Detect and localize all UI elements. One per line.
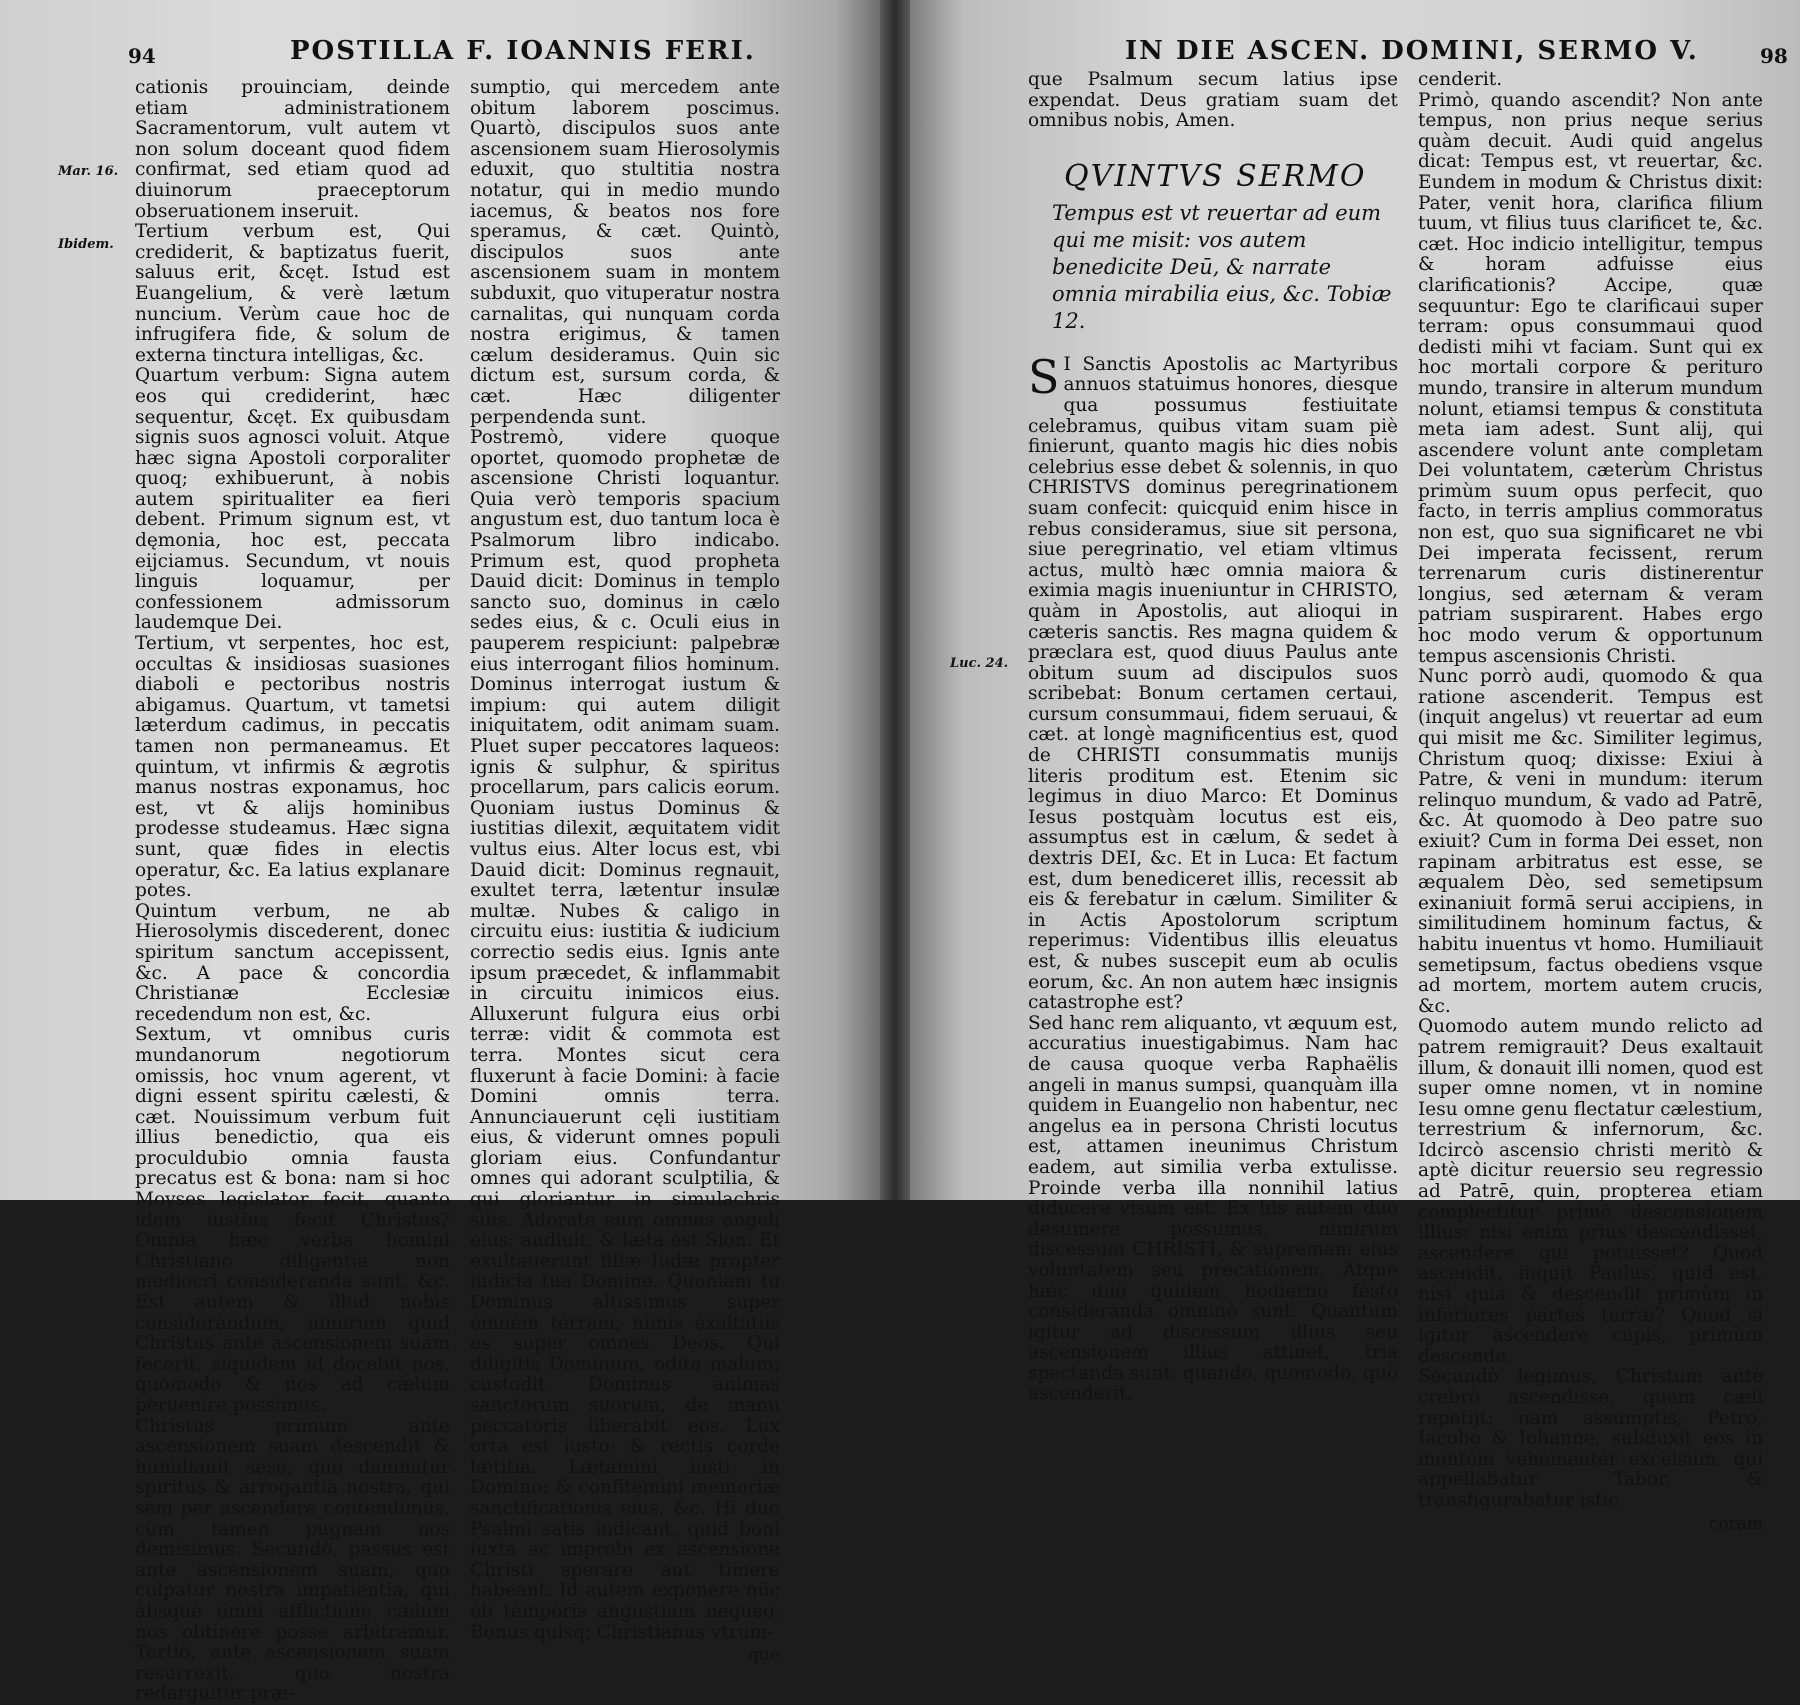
paragraph: Tertium, vt serpentes, hoc est, occultas & insidiosas suasiones diaboli e pectoribus nostris abigamus. Quartum, vt tametsi læterdum cadimus, in peccatis tamen non permaneamus. Et quintum, vt infirmis & ægrotis manus nostras exponamus, hoc est, vt & alijs hominibus prodesse studeamus. Hæc signa sunt, quæ fides in electis operatur, &c. Ea latius explanare potes. — [135, 633, 450, 902]
left-page — [0, 0, 880, 1705]
paragraph: Christus primum ante ascensionem suam descendit & humiliauit sese, quo damnatur spiritus & arrogantia nostra, qui sem per ascendere contendimus, cùm tamen pugnam nos demisimus. Secundò, passus est ante ascensionem suam, quo culpatur nostra impatientia, qui absque omni afflictione cælum nos obtinere posse arbitramur. Tertiò, ante ascensionem suam resurrexit, quo nostra redarguitur præ- — [135, 1415, 450, 1705]
paragraph: cationis prouinciam, deinde etiam administrationem Sacramentorum, vult autem vt non solum doceant quod fidem confirmat, sed etiam quod ad diuinorum praeceptorum obseruationem inseruit. — [135, 77, 450, 222]
paragraph: Nunc porrò audi, quomodo & qua ratione ascenderit. Tempus est (inquit angelus) vt reuertar ad eum qui misit me &c. Similiter legimus, Christum quoq; dixisse: Exiui à Patre, & veni in mundum: iterum relinquo mundum, & vado ad Patrē, &c. At quomodo à Deo patre suo exiuit? Cum in forma Dei esset, non rapinam arbitratus est esse, se æqualem Dèo, sed semetipsum exinaniuit formā serui accipiens, in similitudinem hominum factus, & habitu inuentus vt homo. Humiliauit semetipsum, factus obediens vsque ad mortem, mortem autem crucis, &c. — [1418, 666, 1763, 1017]
right-column-a — [1028, 70, 1398, 1405]
right-marginal-note-1: Luc. 24. — [950, 656, 1009, 671]
paragraph: cenderit. — [1418, 69, 1503, 90]
paragraph: Sed hanc rem aliquanto, vt æquum est, accuratius inuestigabimus. Nam hac de causa quoque verba Raphaëlis angeli in manus sumpsi, quanquàm illa quidem in Euangelio non habentur, nec angelus ea in persona Christi locutus est, attamen ineunimus Christum eadem, aut similia verba extulisse. Proinde verba illa nonnihil latius diducere visum est. Ex his autem duo desumere possumus, nimirum discessum CHRISTI, & supremam eius voluntatem seu precationem. Atque hæc duo quidem hodierno festo consideranda omninò sunt. Quantum igitur ad discessum illius seu ascensionem illius attinet, tria spectanda sunt, quando, quomodo, quò ascenderit. — [1028, 1012, 1398, 1405]
right-running-head: IN DIE ASCEN. DOMINI, SERMO V. — [1125, 36, 1699, 66]
paragraph-text: I Sanctis Apostolis ac Martyribus annuos statuimus honores, diesque qua possumus festiuitate celebramus, quibus vitam suam piè finierunt, quanto magis hic dies nobis celebrius esse debet & solennis, in quo CHRISTVS dominus peregrinationem suam confecit: quicquid enim hisce in rebus consideramus, siue sit persona, siue peregrinatio, vel etiam vltimus actus, multò hæc omnia maiora & eximia magis inueniuntur in CHRISTO, quàm in Apostolis, aut alioqui in cæteris sanctis. Res magna quidem & præclara est, quod diuus Paulus ante obitum suum ad discipulos suos scribebat: Bonum certamen certaui, cursum consummaui, fidem seruaui, & cæt. at longè magnificentius est, quod de CHRISTI consummatis munijs literis proditum est. Etenim sic legimus in diuo Marco: Et Dominus Iesus postquàm locutus est eis, assumptus est in cælum, & sedet à dextris DEI, &c. Et in Luca: Et factum est, dum benediceret illis, recessit ab eis & ferebatur in cælum. Similiter & in Actis Apostolorum scriptum reperimus: Videntibus illis eleuatus est, & nubes suscepit eum ab oculis eorum, &c. An non autem hæc insignis catastrophe est? — [1028, 353, 1398, 1014]
left-marginal-note-2: Ibidem. — [58, 237, 114, 252]
paragraph: Sextum, vt omnibus curis mundanorum negotiorum omissis, hoc vnum agerent, vt digni essent spiritu cælesti, & cæt. Nouissimum verbum fuit illius benedictio, qua eis proculdubio omnia fausta precatus est & bona: nam si hoc Moyses legislator fecit, quanto idem iustius fecit Christus? Omnia hæc verba homini Christiano diligentia non mediocri consideranda sunt, &c. Est autem & illud nobis considerandum, nimirum quid Christus ante ascensionem suam fecerit, siquidem id docebit nos, quomodo & nos ad cælum peruenire possimus. — [135, 1024, 450, 1416]
paragraph: Quartum verbum: Signa autem eos qui crediderint, hæc sequentur, &cęt. Ex quibusdam signis suos agnosci voluit. Atque hæc signa Apostoli corporaliter quoq; exhibuerunt, à nobis autem spiritualiter ea fieri debent. Primum signum est, vt dęmonia, hoc est, peccata eijciamus. Secundum, vt nouis linguis loquamur, per confessionem admissorum laudemque Dei. — [135, 365, 450, 634]
paragraph — [1028, 349, 1398, 1014]
right-page-number: 98 — [1760, 44, 1788, 68]
sermo-subtitle: Tempus est vt reuertar ad eum qui me misit: vos autem benedicite Deū, & narrate omnia mirabilia eius, &c. Tobiæ 12. — [1052, 200, 1392, 333]
left-column-a — [135, 78, 450, 1705]
left-page-number: 94 — [128, 44, 156, 68]
drop-cap: S — [1028, 349, 1060, 404]
right-page — [910, 0, 1800, 1534]
left-column-b — [470, 78, 780, 1666]
left-running-head: POSTILLA F. IOANNIS FERI. — [290, 36, 756, 66]
paragraph: que Psalmum secum latius ipse expendat. Deus gratiam suam det omnibus nobis, Amen. — [1028, 69, 1398, 132]
paragraph: Secundò legimus, Christum antè crebrò ascendisse, quam cæli repetijt: nam assumptis, Petro, Iacobo & Iohanne, subduxit eos in montem vehementer excelsum, qui appellabatur Tabor, & transfigurabatur istic — [1418, 1366, 1763, 1511]
paragraph: Quintum verbum, ne ab Hierosolymis discederent, donec spiritum sanctum accepissent, &c. A pace & concordia Christianæ Ecclesiæ recedendum non est, &c. — [135, 900, 450, 1025]
book-gutter — [880, 0, 910, 1200]
right-catchword: coram — [1708, 1513, 1763, 1534]
sermo-title: QVINTVS SERMO — [1064, 158, 1367, 194]
paragraph: Quomodo autem mundo relicto ad patrem remigrauit? Deus exaltauit illum, & donauit illi nomen, quod est super omne nomen, vt in nomine Iesu omne genu flectatur cælestium, terrestrium & infernorum, &c. Idcircò ascensio christi meritò & aptè dicitur reuersio seu regressio ad Patrē, quin, propterea etiam complectitur primò descensionem illius: nisi enim prius descendisset, ascendere qui potuisset? Quod ascendit, inquit Paulus, quid est, nisi quia & descendit primùm in inferiores partes terræ? Quod si igitur ascendere cupis, primùm descende. — [1418, 1016, 1763, 1367]
left-catchword: que — [748, 1645, 780, 1666]
paragraph: Primò, quando ascendit? Non ante tempus, non prius neque serius quàm decuit. Audi quid angelus dicat: Tempus est, vt reuertar, &c. Eundem in modum & Christus dixit: Pater, venit hora, clarifica filium tuum, vt filius tuus clarificet te, &c. cæt. Hoc indicio intelligitur, tempus & horam adfuisse eius clarificationis? Accipe, quæ sequuntur: Ego te clarificaui super terram: opus consummaui quod dedisti mihi vt faciam. Sunt qui ex hoc mortali corpore & perituro mundo, transire in alterum mundum nolunt, etiamsi tempus & constituta meta iam adest. Sunt alij, qui ascendere volunt ante completam Dei voluntatem, cæterùm Christus primùm suum opus perfecit, quo facto, in terris amplius commoratus non est, quo sua significaret ne vbi Dei imperata fecissent, rerum terrenarum curis distinerentur longius, sed æternam & veram patriam suspirarent. Habes ergo hoc modo verum & opportunum tempus ascensionis Christi. — [1418, 89, 1763, 667]
left-marginal-note-1: Mar. 16. — [58, 164, 119, 179]
paragraph: Postremò, videre quoque oportet, quomodo prophetæ de ascensione Christi loquantur. Quia verò temporis spacium angustum est, duo tantum loca è Psalmorum libro indicabo. Primum est, quod propheta Dauid dicit: Dominus in templo sancto suo, dominus in cælo sedes eius, & c. Oculi eius in pauperem respiciunt: palpebræ eius interrogant filios hominum. Dominus interrogat iustum & impium: qui autem diligit iniquitatem, odit animam suam. Pluet super peccatores laqueos: ignis & sulphur, & spiritus procellarum, pars calicis eorum. Quoniam iustus Dominus & iustitias dilexit, æquitatem vidit vultus eius. Alter locus est, vbi Dauid dicit: Dominus regnauit, exultet terra, lætentur insulæ multæ. Nubes & caligo in circuitu eius: iustitia & iudicium correctio sedis eius. Ignis ante ipsum præcedet, & inflammabit in circuitu inimicos eius. Alluxerunt fulgura eius orbi terræ: vidit & commota est terra. Montes sicut cera fluxerunt à facie Domini: à facie Domini omnis terra. Annunciauerunt cęli iustitiam eius, & viderunt omnes populi gloriam eius. Confundantur omnes qui adorant sculptilia, & qui gloriantur in simulachris suis. Adorate eum omnes angeli eius: audiuit, & læta est Sion. Et exultauerunt filiæ Iudæ propter iudicia tua Domine. Quoniam tu Dominus altissimus super omnem terram, nimis exaltatus es super omnes Deos. Qui diligitis Dominum, odite malum: custodit Dominus animas sanctorum suorum, de manu peccatoris liberabit eos. Lux orta est iusto: & rectis corde lætitia. Lætamini iusti in Domino: & confitemini memoriæ sanctificationis eius, &c. Hi duo Psalmi satis indicant, quid boni iuxta ac improbi ex ascensione Christi sperare aut timere habeant. Id autem exponere nūc ob temporis angustiam nequeo. Bonus quisq; Christianus vtrum- — [470, 427, 780, 1643]
paragraph: sumptio, qui mercedem ante obitum laborem poscimus. Quartò, discipulos suos ante ascensionem suam Hierosolymis eduxit, quo stultitia nostra notatur, qui in medio mundo iacemus, & beatos nos fore speramus, & cæt. Quintò, discipulos suos ante ascensionem suam in montem subduxit, quo vituperatur nostra carnalitas, qui nunquam corda nostra erigimus, & tamen cælum desideramus. Quin sic dictum est, sursum corda, & cæt. Hæc diligenter perpendenda sunt. — [470, 77, 780, 428]
right-column-b — [1418, 70, 1763, 1534]
paragraph: Tertium verbum est, Qui crediderit, & baptizatus fuerit, saluus erit, &cęt. Istud est Euangelium, & verè lætum nuncium. Verùm caue hoc de infrugifera fide, & solum de externa tinctura intelligas, &c. — [135, 221, 450, 366]
